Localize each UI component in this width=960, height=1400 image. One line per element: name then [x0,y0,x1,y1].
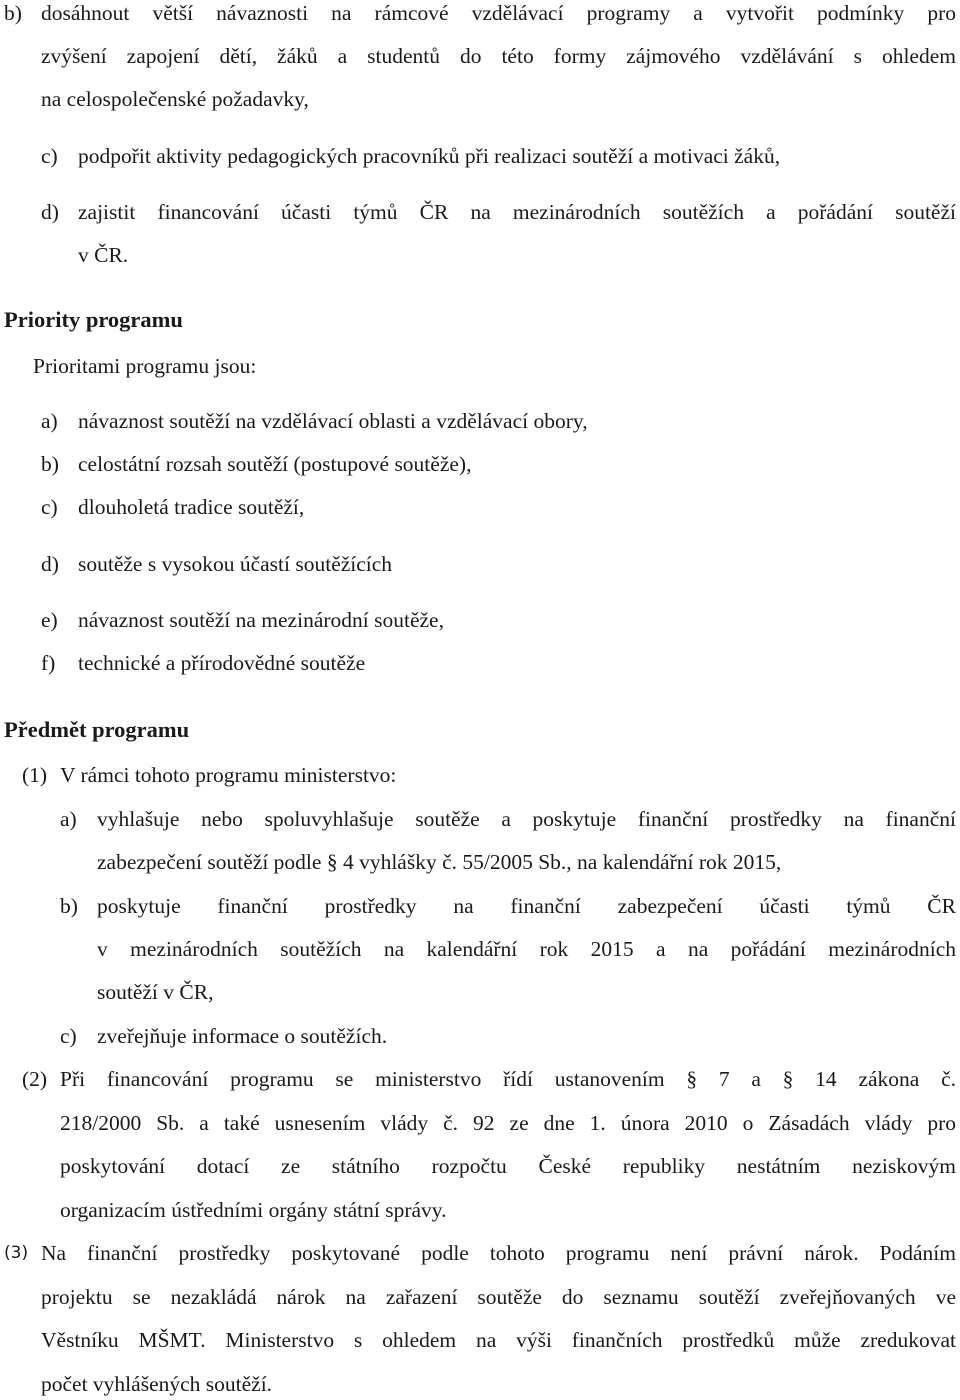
subject-p2-label: (2) [22,1067,48,1091]
prev-list-label-c: c) [41,144,58,168]
priority-item-label-a: a) [41,409,58,433]
priority-item-label-b: b) [41,452,59,476]
subject-p1-item-a-line-2: zabezpečení soutěží podle § 4 vyhlášky č. 55/2005 Sb., na kalendářní rok 2015, [97,850,782,874]
subject-p1-label: (1) [22,763,48,787]
subject-p3-label: (3) [4,1243,29,1263]
prev-list-c-line-1: podpořit aktivity pedagogických pracovníků při realizaci soutěží a motivaci žáků, [78,144,781,168]
prev-list-b-line-2: zvýšení zapojení dětí, žáků a studentů do této formy zájmového vzdělávání s ohledem [41,44,956,68]
priority-item-label-c: c) [41,495,58,519]
prev-list-b-line-1: dosáhnout větší návaznosti na rámcové vzdělávací programy a vytvořit podmínky pro [41,1,956,25]
priority-item-c: dlouholetá tradice soutěží, [78,495,305,519]
prev-list-label-d: d) [41,200,59,224]
subject-p2-line-4: organizacím ústředními orgány státní správy. [60,1198,447,1222]
priority-heading: Priority programu [4,307,183,332]
priority-item-b: celostátní rozsah soutěží (postupové soutěže), [78,452,472,476]
priority-item-label-f: f) [41,651,56,675]
subject-p2-line-1: Při financování programu se ministerstvo řídí ustanovením § 7 a § 14 zákona č. [60,1067,956,1091]
subject-p1-item-label-c: c) [60,1024,77,1048]
priority-item-label-e: e) [41,608,58,632]
subject-p2-line-2: 218/2000 Sb. a také usnesením vlády č. 92 ze dne 1. února 2010 o Zásadách vlády pro [60,1111,956,1135]
prev-list-b-line-3: na celospolečenské požadavky, [41,87,309,111]
prev-list-d-line-1: zajistit financování účasti týmů ČR na mezinárodních soutěžích a pořádání soutěží [78,200,956,224]
subject-p1-item-b-line-3: soutěží v ČR, [97,980,214,1004]
subject-p1-item-a-line-1: vyhlašuje nebo spoluvyhlašuje soutěže a poskytuje finanční prostředky na finanční [97,807,956,831]
prev-list-d-line-2: v ČR. [78,243,129,267]
subject-p1-item-label-b: b) [60,894,78,918]
subject-heading: Předmět programu [4,717,190,742]
priority-item-d: soutěže s vysokou účastí soutěžících [78,552,393,576]
subject-p1-text: V rámci tohoto programu ministerstvo: [60,763,397,787]
priority-item-a: návaznost soutěží na vzdělávací oblasti a vzdělávací obory, [78,409,588,433]
subject-p3-line-2: projektu se nezakládá nárok na zařazení soutěže do seznamu soutěží zveřejňovaných ve [41,1285,956,1309]
subject-p2-line-3: poskytování dotací ze státního rozpočtu České republiky nestátním neziskovým [60,1154,956,1178]
prev-list-label-b: b) [4,1,22,25]
subject-p3-line-1: Na finanční prostředky poskytované podle tohoto programu není právní nárok. Podáním [41,1241,956,1265]
subject-p3-line-3: Věstníku MŠMT. Ministerstvo s ohledem na výši finančních prostředků může zredukovat [41,1328,956,1352]
priority-intro: Prioritami programu jsou: [33,354,257,378]
subject-p1-item-label-a: a) [60,807,77,831]
subject-p1-item-b-line-2: v mezinárodních soutěžích na kalendářní rok 2015 a na pořádání mezinárodních [97,937,956,961]
subject-p1-item-c-line-1: zveřejňuje informace o soutěžích. [97,1024,388,1048]
priority-item-f: technické a přírodovědné soutěže [78,651,366,675]
subject-p3-line-4: počet vyhlášených soutěží. [41,1372,273,1396]
priority-item-label-d: d) [41,552,59,576]
priority-item-e: návaznost soutěží na mezinárodní soutěže, [78,608,444,632]
subject-p1-item-b-line-1: poskytuje finanční prostředky na finanční zabezpečení účasti týmů ČR [97,894,956,918]
